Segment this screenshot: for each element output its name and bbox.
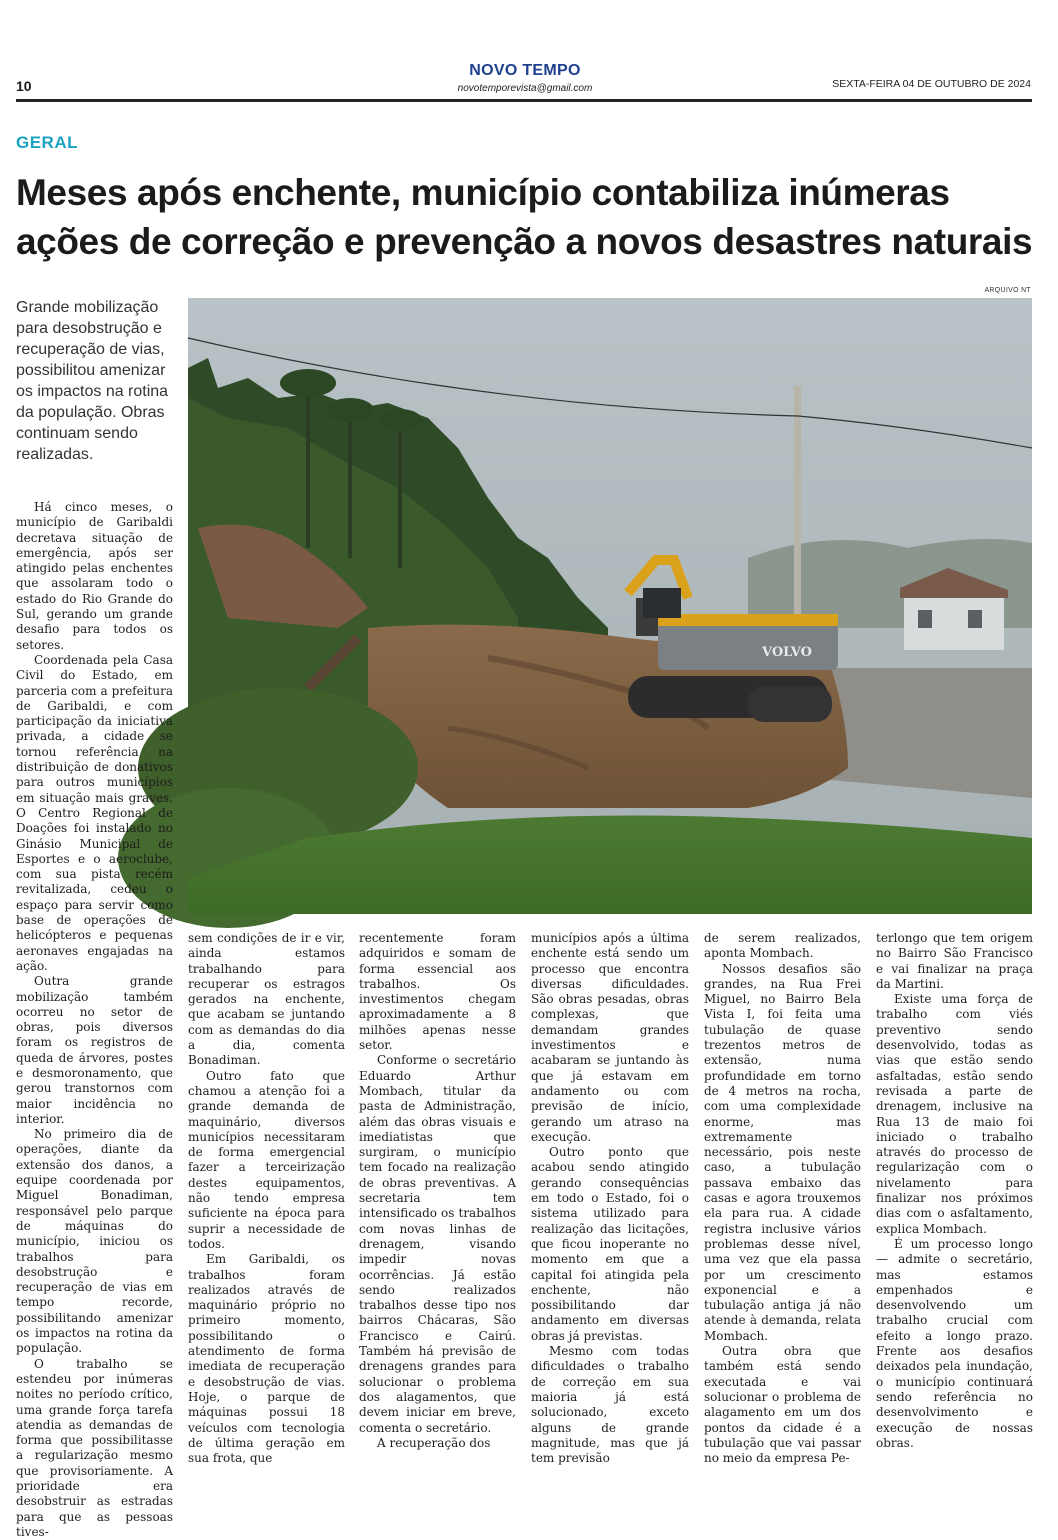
article-column-6 [876,931,1033,1451]
article-photo [188,298,1032,914]
paragraph: A recuperação dos [377,1435,491,1450]
paragraph: É um processo longo — admite o secretário, mas estamos empenhados e desenvolvendo um trabalho crucial com efeito a longo prazo. Frente aos desafios deixados pela inundação, o município continuará sendo referência no desenvolvimento e execução de nossas obras. [876,1236,1033,1450]
article-column-3 [359,931,516,1451]
paragraph: Nossos desafios são grandes, na Rua Frei Miguel, no Bairro Bela Vista I, foi feita uma tubulação de quase trezentos metros de extensão, numa profundidade em torno de 4 metros na rocha, com uma complexidade enorme, mas extremamente necessário, pois neste caso, a tubulação passava embaixo das casas e agora trouxemos ela para rua. A cidade registra inclusive vários problemas desse nível, uma vez que ela passa por um crescimento exponencial e a tubulação antiga já não atende à demanda, relata Mombach. [704,961,861,1343]
paragraph: Existe uma força de trabalho com viés preventivo sendo desenvolvido, todas as vias que estão sendo asfaltadas, estão sendo revisada a parte de drenagem, inclusive na Rua 13 de maio foi iniciado o trabalho através do processo de regularização com o nivelamento para finalizar nos próximos dias com o asfaltamento, explica Mombach. [876,992,1033,1236]
paragraph: No primeiro dia de operações, diante da extensão dos danos, a equipe coordenada por Miguel Bonadiman, responsável pelo parque de máquinas do município, iniciou os trabalhos para desobstrução e recuperação de vias em tempo recorde, possibilitando amenizar os impactos na rotina da população. [16,1127,173,1356]
paragraph: Em Garibaldi, os trabalhos foram realizados através de maquinário próprio no primeiro momento, possibilitando o atendimento de forma imediata de recuperação e desobstrução de vias. Hoje, o parque de máquinas possui 18 veículos com tecnologia de última geração em sua frota, que [188,1252,345,1466]
paragraph: Outro ponto que acabou sendo atingido gerando consequências em todo o Estado, foi o sistema utilizado para realização das licitações, que ficou inoperante no momento em que a capital foi atingida pela enchente, não possibilitando dar andamento em diversas obras já previstas. [531,1145,689,1343]
paragraph: Mesmo com todas dificuldades o trabalho de correção em sua maioria já está solucionado, exceto alguns de grande magnitude, mas que já tem previsão [531,1344,689,1466]
article-column-1 [16,500,173,1540]
paragraph: recentemente foram adquiridos e somam de forma essencial aos trabalhos. Os investimentos chegam aproximadamente a 8 milhões apenas nesse setor. [359,931,516,1053]
paragraph: Coordenada pela Casa Civil do Estado, em parceria com a prefeitura de Garibaldi, e com participação da iniciativa privada, a cidade se tornou referência na distribuição de donativos para outros municípios em situação mais graves. O Centro Regional de Doações foi instalado no Ginásio Municipal de Esportes e o aeroclube, com sua pista recém revitalizada, cedeu o espaço para servir como base de operações de helicópteros e pequenas aeronaves engajadas na ação. [16,652,173,973]
paragraph: terlongo que tem origem no Bairro São Francisco e vai finalizar na praça da Martini. [876,931,1033,991]
article-headline: Meses após enchente, município contabiliza inúmeras ações de correção e prevenção a novos desastres naturais [16,172,1033,262]
photo-credit: ARQUIVO NT [984,287,1031,294]
publication-name: NOVO TEMPO [469,62,581,79]
page-number: 10 [16,78,32,94]
article-column-2 [188,931,345,1466]
article-column-5 [704,931,861,1466]
photo-brand-text: VOLVO [762,645,812,660]
section-label: GERAL [16,133,78,152]
paragraph: municípios após a última enchente está sendo um processo que encontra diversas dificuldades. São obras pesadas, obras complexas, que demandam grandes investimentos e acabaram se juntando às que já estavam em andamento ou com previsão de início, gerando um atraso na execução. [531,931,689,1144]
paragraph: de serem realizados, aponta Mombach. [704,931,861,961]
publication-email: novotemporevista@gmail.com [457,83,593,94]
paragraph: Há cinco meses, o município de Garibaldi decretava situação de emergência, após ser atingido pelas enchentes que assolaram todo o estado do Rio Grande do Sul, gerando um grande desafio para todos os setores. [16,500,173,652]
article-lede: Grande mobilização para desobstrução e recuperação de vias, possibilitou amenizar os impactos na rotina da população. Obras continuam sendo realizadas. [16,299,169,463]
article-column-4 [531,931,689,1466]
issue-date: SEXTA-FEIRA 04 DE OUTUBRO DE 2024 [832,78,1031,90]
paragraph: Outra obra que também está sendo executada e vai solucionar o problema de alagamento em um dos pontos da cidade é a tubulação que vai passar no meio da empresa Pe- [704,1344,861,1466]
paragraph: O trabalho se estendeu por inúmeras noites no período crítico, uma grande força tarefa atendia as demandas de forma que possibilitasse a regularização mesmo que provisoriamente. A prioridade era desobstruir as estradas para que as pessoas tives- [16,1356,173,1539]
paragraph: Outro fato que chamou a atenção foi a grande demanda de maquinário, diversos municípios necessitaram de forma emergencial fazer a terceirização destes equipamentos, não tendo empresa suficiente na época para suprir a necessidade de todos. [188,1068,345,1251]
paragraph: Outra grande mobilização também ocorreu no setor de obras, pois diversos foram os registros de queda de árvores, postes e desmoronamento, que gerou transtornos com maior incidência no interior. [16,974,173,1126]
paragraph: sem condições de ir e vir, ainda estamos trabalhando para recuperar os estragos gerados na enchente, que acabam se juntando com as demandas do dia a dia, comenta Bonadiman. [188,931,345,1068]
paragraph: Conforme o secretário Eduardo Arthur Mombach, titular da pasta de Administração, além das obras visuais e imediatistas que surgiram, o município tem focado na realização de obras preventivas. A secretaria tem intensificado os trabalhos com novas linhas de drenagem, visando impedir novas ocorrências. Já estão sendo realizados trabalhos desse tipo nos bairros Chácaras, São Francisco e Cairú. Também há previsão de drenagens grandes para solucionar o problema dos alagamentos, que devem iniciar em breve, comenta o secretário. [359,1053,516,1435]
header-rule [16,99,1032,102]
